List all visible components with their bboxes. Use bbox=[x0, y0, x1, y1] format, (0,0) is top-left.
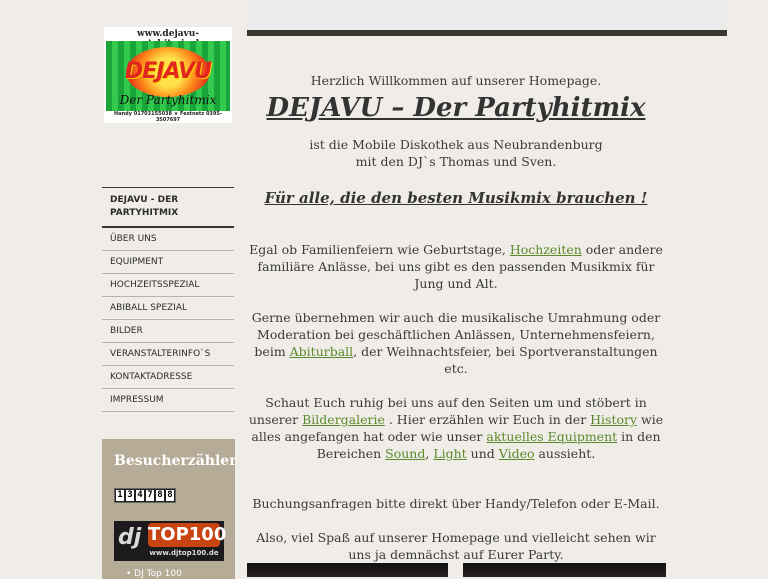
page-title: DEJAVU – Der Partyhitmix bbox=[266, 93, 646, 123]
nav-item-equipment[interactable]: EQUIPMENT bbox=[102, 251, 234, 274]
nav-item-home[interactable]: DEJAVU - DER PARTYHITMIX bbox=[102, 188, 234, 228]
link-abiturball[interactable]: Abiturball bbox=[289, 344, 354, 359]
visitor-counter-box bbox=[102, 439, 235, 579]
link-bildergalerie[interactable]: Bildergalerie bbox=[302, 412, 385, 427]
link-sound[interactable]: Sound bbox=[385, 446, 426, 461]
logo-artwork bbox=[106, 41, 230, 111]
nav-item-kontaktadresse[interactable]: KONTAKTADRESSE bbox=[102, 366, 234, 389]
counter-digit: 8 bbox=[167, 490, 173, 500]
nav-item-abiball-spezial[interactable]: ABIBALL SPEZIAL bbox=[102, 297, 234, 320]
djtop-url: www.djtop100.de bbox=[149, 549, 219, 557]
link-light[interactable]: Light bbox=[433, 446, 467, 461]
site-logo[interactable] bbox=[104, 27, 232, 123]
party-photo-2 bbox=[463, 563, 666, 577]
header-divider bbox=[247, 30, 727, 36]
logo-contact: Handy 01703155038 ★ Festnetz 0395-3507697 bbox=[114, 111, 222, 123]
slogan: Für alle, die den besten Musikmix brauchen ! bbox=[264, 189, 648, 207]
header-bar bbox=[247, 0, 727, 30]
nav-item-veranstalterinfos[interactable]: VERANSTALTERINFO`S bbox=[102, 343, 234, 366]
counter-digit: 1 bbox=[117, 490, 123, 500]
paragraph-family: Egal ob Familienfeiern wie Geburtstage, Hochzeiten oder andere familiäre Anlässe, bei uns gibt es den passenden Musikmix für Jung und Alt. bbox=[249, 242, 663, 291]
link-history[interactable]: History bbox=[590, 412, 638, 427]
main-content bbox=[247, 72, 665, 563]
logo-subtitle: Der Partyhitmix bbox=[119, 93, 217, 107]
logo-name: DEJAVU bbox=[125, 59, 211, 84]
paragraph-business: Gerne übernehmen wir auch die musikalische Umrahmung oder Moderation bei geschäftlichen Anlässen, Unternehmensfeiern, beim Abiturball, der Weihnachtsfeier, bei Sportveranstaltungen etc. bbox=[251, 310, 661, 376]
nav-item-hochzeitsspezial[interactable]: HOCHZEITSSPEZIAL bbox=[102, 274, 234, 297]
counter-digit: 4 bbox=[137, 490, 143, 500]
intro-text bbox=[247, 136, 665, 170]
link-equipment[interactable]: aktuelles Equipment bbox=[486, 429, 618, 444]
party-photo-1 bbox=[247, 563, 448, 577]
logo-url: www.dejavu- bbox=[136, 29, 200, 39]
counter-digit: 7 bbox=[147, 490, 153, 500]
nav-item-bilder[interactable]: BILDER bbox=[102, 320, 234, 343]
intro-line-2: mit den DJ`s Thomas und Sven. bbox=[355, 154, 557, 169]
djtop-top-text: TOP100 bbox=[148, 524, 227, 545]
booking-text: Buchungsanfragen bitte direkt über Handy/Telefon oder E-Mail. bbox=[252, 496, 660, 511]
djtop100-badge[interactable] bbox=[114, 521, 227, 561]
link-hochzeiten[interactable]: Hochzeiten bbox=[509, 242, 582, 257]
nav-item-impressum[interactable]: IMPRESSUM bbox=[102, 389, 234, 412]
intro-line-1: ist die Mobile Diskothek aus Neubrandenburg bbox=[309, 137, 603, 152]
djtop-dj-text: dj bbox=[118, 525, 142, 550]
visitor-counter-title: Besucherzähler bbox=[114, 453, 237, 469]
welcome-text: Herzlich Willkommen auf unserer Homepage. bbox=[310, 73, 602, 88]
counter-digit: 3 bbox=[127, 490, 133, 500]
counter-digit: 8 bbox=[157, 490, 163, 500]
paragraph-explore: Schaut Euch ruhig bei uns auf den Seiten um und stöbert in unserer Bildergalerie . Hier erzählen wir Euch in der History wie alles angefangen hat oder wie unser aktuelles Equipment in den Bereichen Sound, Light und Video aussieht. bbox=[248, 395, 664, 461]
closing-text: Also, viel Spaß auf unserer Homepage und vielleicht sehen wir uns ja demnächst auf Eurer Party. bbox=[256, 530, 656, 562]
djtop-list-item[interactable]: • DJ Top 100 bbox=[126, 569, 182, 579]
nav-item-ueber-uns[interactable]: ÜBER UNS bbox=[102, 228, 234, 251]
link-video[interactable]: Video bbox=[498, 446, 535, 461]
main-navigation bbox=[102, 187, 234, 412]
visitor-counter-digits bbox=[114, 488, 176, 503]
